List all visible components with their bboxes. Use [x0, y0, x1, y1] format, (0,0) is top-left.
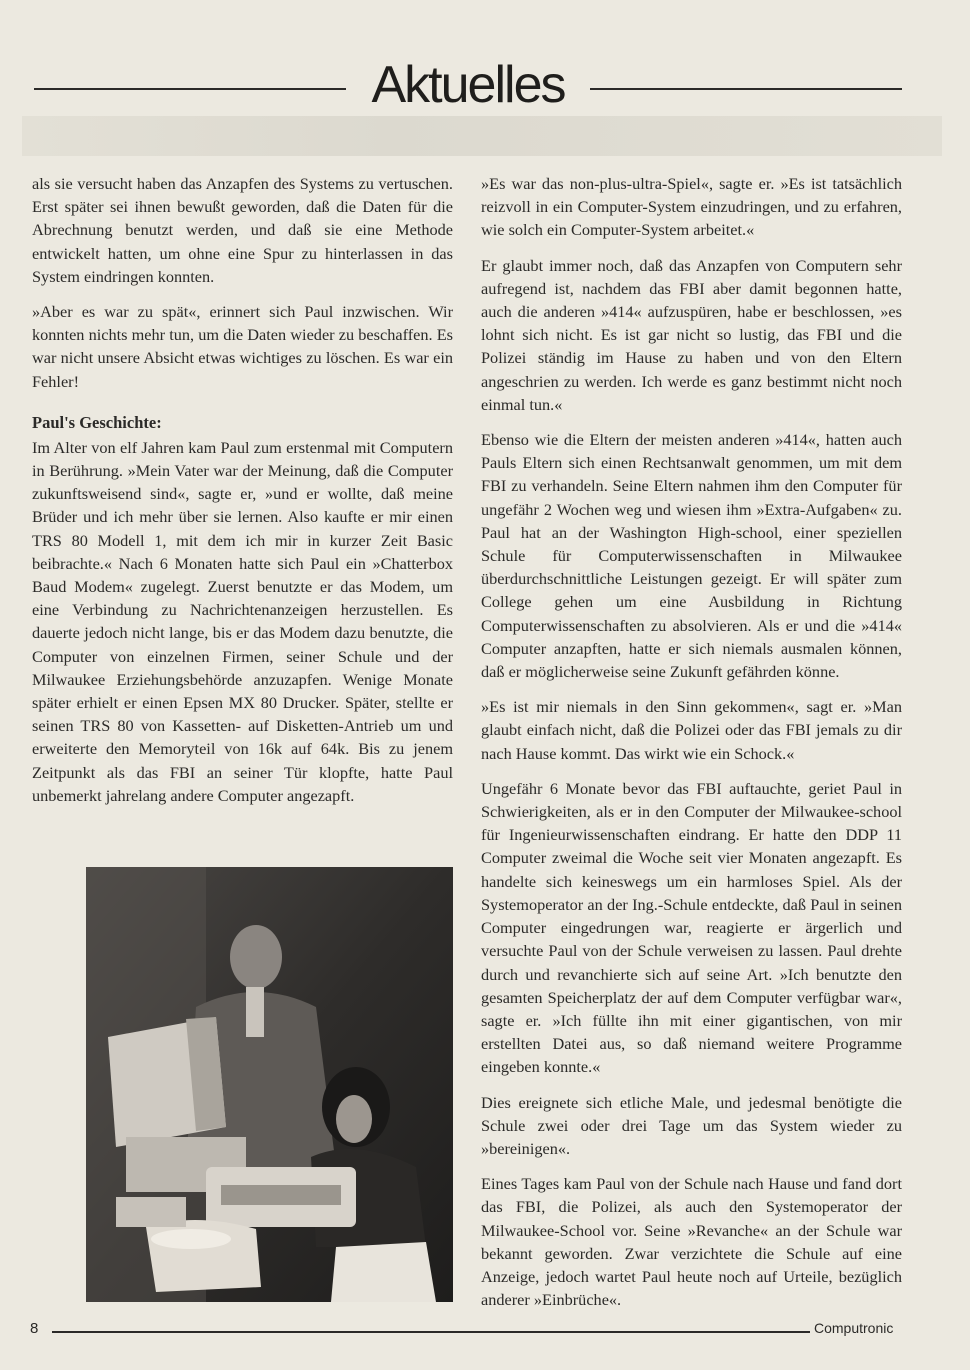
body-paragraph: Er glaubt immer noch, daß das Anzapfen von Computern sehr aufregend ist, nachdem das FBI aber damit begonnen hatte, auch die anderen »414« aufzuspüren, habe er beschlossen, »es lohnt sich nicht. Es ist gar nicht so lustig, das FBI und die Polizei ständig im Hause zu haben und von den Eltern angeschrien zu werden. Ich werde es ganz bestimmt nicht noch einmal tun.« [481, 255, 902, 414]
body-paragraph: »Aber es war zu spät«, erinnert sich Paul inzwischen. Wir konnten nichts mehr tun, um die Daten wieder zu beschaffen. Es war nicht unsere Absicht etwas wichtiges zu löschen. Es war ein Fehler! [32, 302, 453, 391]
header-rule-left [34, 88, 346, 90]
header-rule-right [590, 88, 902, 90]
section-title: Aktuelles [371, 56, 565, 114]
body-paragraph: Dies ereignete sich etliche Male, und jedesmal benötigte die Schule zwei oder drei Tage um das System wieder zu »bereinigen«. [481, 1092, 902, 1158]
body-paragraph: »Es ist mir niemals in den Sinn gekommen«, sagt er. »Man glaubt einfach nicht, daß die Polizei oder das FBI jemals zu dir nach Hause kommt. Das wirkt wie ein Schock.« [481, 697, 902, 763]
body-paragraph: Ungefähr 6 Monate bevor das FBI auftauchte, geriet Paul in Schwierigkeiten, als er in den Computer der Milwaukee-school für Ingenieurwissenschaften eindrang. Er hatte den DDP 11 Computer zweimal die Woche seit vier Monaten angezapft. Es handelte sich keineswegs um ein harmloses Spiel. Als der Systemoperator an der Ing.-Schule entdeckte, daß Paul in seinen Computer eingedrungen war, reagierte er ärgerlich und versuchte Paul von der Schule verweisen zu lassen. Paul drehte durch und revanchierte sich auf seine Art. »Ich benutzte den gesamten Speicherplatz der auf dem Computer verfügbar war«, sagte er. »Ich füllte ihn mit einer gigantischen, von mir erstellten Datei aus, so daß niemand weitere Programme eingeben konnte.« [481, 778, 902, 1077]
body-paragraph: Ebenso wie die Eltern der meisten anderen »414«, hatten auch Pauls Eltern sich einen Rechtsanwalt genommen, um mit dem FBI zu verhandeln. Seine Eltern nahmen ihm den Computer für ungefähr 2 Wochen weg und wiesen ihm »Extra-Aufgaben« zu. Paul hat an der Washington High-school, einer speziellen Schule für Computerwissenschaften in Milwaukee überdurchschnittliche Leistungen gezeigt. Er will später zum College gehen um eine Ausbildung in Richtung Computerwissenschaften zu absolvieren. Als er und die »414« Computer anzapften, hatte er sich niemals ausmalen können, daß er möglicherweise seine Zukunft gefährden könne. [481, 430, 902, 682]
footer-rule [52, 1331, 810, 1333]
right-column [481, 172, 902, 1323]
body-paragraph: Im Alter von elf Jahren kam Paul zum erstenmal mit Computern in Berührung. »Mein Vater war der Meinung, daß die Computer zukunftsweisend sind«, sagte er, »und er wollte, daß meine Brüder und ich mehr über sie lernen. Also kaufte er mir einen TRS 80 Modell 1, mit dem ich mir in kurzer Zeit Basic beibrachte.« Nach 6 Monaten hatte sich Paul ein »Chatterbox Baud Modem« zugelegt. Zuerst benutzte er das Modem, um eine Verbindung zu Nachrichtenanzeigen herzustellen. Es dauerte jedoch nicht lange, bis er das Modem dazu benutzte, die Computer von einzelnen Firmen, seiner Schule und der Milwaukee Erziehungsbehörde anzuzapfen. Wenige Monate später erhielt er einen Epsen MX 80 Drucker. Später, stellte er seinen TRS 80 von Kassetten- auf Disketten-Antrieb um und erweiterte den Memoryteil von 16k auf 64k. Bis zu jenem Zeitpunkt als das FBI an seiner Tür klopfte, hatte Paul unbemerkt jahrelang andere Computer angezapft. [32, 437, 453, 805]
magazine-brand: Computronic [814, 1320, 894, 1336]
body-paragraph: Eines Tages kam Paul von der Schule nach Hause und fand dort das FBI, die Polizei, als auch den Systemoperator der Milwaukee-School vor. Seine »Revanche« an der Schule war bekannt geworden. Zwar verzichtete die Schule auf eine Anzeige, jedoch wartet Paul heute noch auf Urteile, bezüglich anderer »Einbrüche«. [481, 1174, 902, 1310]
left-column [32, 172, 453, 819]
header-shade-band [22, 116, 942, 156]
subheading: Paul's Geschichte: [32, 412, 162, 432]
article-photo [86, 867, 453, 1302]
body-paragraph: »Es war das non-plus-ultra-Spiel«, sagte er. »Es ist tatsächlich reizvoll in ein Computer-System einzudringen, und zu erfahren, wie solch ein Computer-System arbeitet.« [481, 174, 902, 240]
body-paragraph: als sie versucht haben das Anzapfen des Systems zu vertuschen. Erst später sei ihnen bewußt geworden, daß die Daten für die Abrechnung benutzt werden, und daß sie eine Methode entwickelt hatten, um ohne eine Spur zu hinterlassen in das System eindringen konnten. [32, 174, 453, 286]
photo-illustration [86, 867, 453, 1302]
page-number: 8 [30, 1320, 39, 1337]
